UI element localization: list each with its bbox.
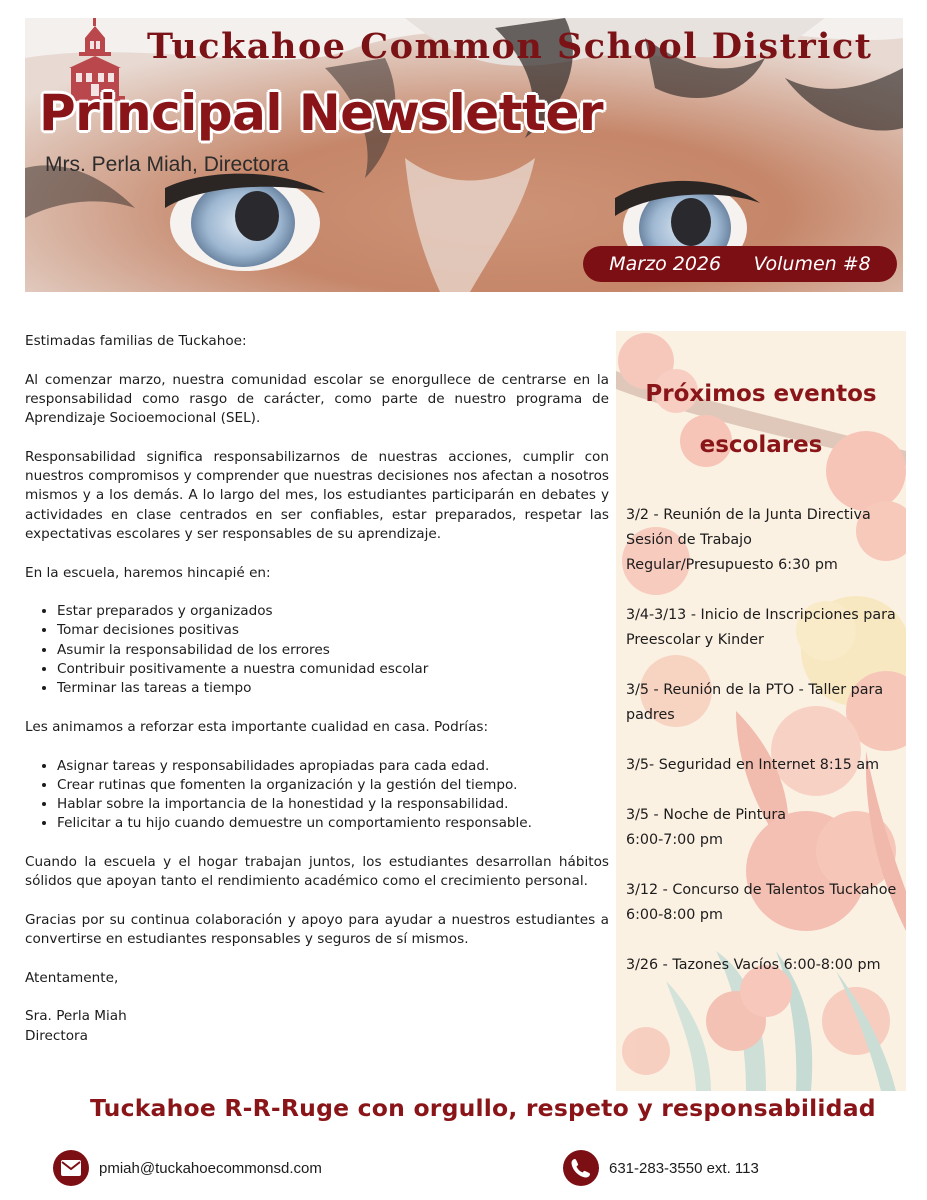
event-item [626, 678, 902, 728]
letter-paragraph: Responsabilidad significa responsabilizarnos de nuestras acciones, cumplir con nuestros compromisos y comprender que nuestras decisiones nos afectan a nosotros mismos y a los demás. A lo largo del mes, los estudiantes participarán en debates y actividades en clase centrados en ser confiables, estar preparados, respetar las expectativas escolares y ser responsables de su aprendizaje. [25, 448, 609, 542]
event-line: 3/5 - Reunión de la PTO - Taller para [626, 682, 884, 698]
list-item: • Asumir la responsabilidad de los errores [57, 641, 609, 660]
email-icon [53, 1150, 89, 1186]
event-item [626, 878, 902, 928]
phone-icon [563, 1150, 599, 1186]
event-line: 3/26 - Tazones Vacíos 6:00-8:00 pm [626, 957, 881, 973]
events-heading-line: Próximos eventos [645, 381, 877, 407]
event-line: 3/2 - Reunión de la Junta Directiva [626, 507, 871, 523]
events-sidebar [616, 331, 906, 1091]
events-list [626, 503, 902, 1003]
letter-paragraph: Les animamos a reforzar esta importante cualidad en casa. Podrías: [25, 718, 489, 735]
event-line: 6:00-7:00 pm [626, 832, 723, 848]
principal-letter [25, 332, 609, 1046]
event-item [626, 503, 902, 578]
event-line: Preescolar y Kinder [626, 632, 764, 648]
list-item: • Crear rutinas que fomenten la organización y la gestión del tiempo. [57, 776, 609, 795]
list-item: • Hablar sobre la importancia de la honestidad y la responsabilidad. [57, 795, 609, 814]
issue-volume: Volumen #8 [753, 253, 871, 275]
list-item: • Estar preparados y organizados [57, 602, 609, 621]
home-suggestions-list [25, 757, 609, 834]
list-item: • Terminar las tareas a tiempo [57, 679, 609, 698]
letter-closing: Atentamente, [25, 969, 119, 986]
phone-contact[interactable] [563, 1150, 759, 1186]
school-motto: Tuckahoe R-R-Ruge con orgullo, respeto y responsabilidad [90, 1094, 876, 1122]
event-item [626, 753, 902, 778]
list-item: • Tomar decisiones positivas [57, 621, 609, 640]
district-name: Tuckahoe Common School District [147, 26, 873, 67]
email-address[interactable]: pmiah@tuckahoecommonsd.com [99, 1159, 322, 1177]
event-line: 3/5 - Noche de Pintura [626, 807, 787, 823]
event-item [626, 953, 902, 978]
letter-paragraph: Al comenzar marzo, nuestra comunidad escolar se enorgullece de centrarse en la responsabilidad como rasgo de carácter, como parte de nuestro programa de Aprendizaje Socioemocional (SEL). [25, 371, 609, 427]
signature-title: Directora [25, 1027, 88, 1044]
principal-name: Mrs. Perla Miah, Directora [45, 153, 289, 176]
issue-badge [583, 246, 897, 282]
event-line: Sesión de Trabajo [626, 532, 752, 548]
letter-paragraph: Gracias por su continua colaboración y apoyo para ayudar a nuestros estudiantes a convertirse en estudiantes responsables y seguros de sí mismos. [25, 911, 609, 948]
events-heading [616, 369, 906, 471]
event-line: Regular/Presupuesto 6:30 pm [626, 557, 838, 573]
event-item [626, 603, 902, 653]
events-heading-line: escolares [699, 432, 823, 458]
signature-name: Sra. Perla Miah [25, 1008, 127, 1025]
issue-month: Marzo 2026 [609, 253, 722, 275]
email-contact[interactable] [53, 1150, 322, 1186]
event-line: 6:00-8:00 pm [626, 907, 723, 923]
event-line: padres [626, 707, 675, 723]
school-focus-list [25, 602, 609, 698]
event-line: 3/12 - Concurso de Talentos Tuckahoe [626, 882, 897, 898]
list-item: • Asignar tareas y responsabilidades apropiadas para cada edad. [57, 757, 609, 776]
letter-greeting: Estimadas familias de Tuckahoe: [25, 333, 247, 349]
letter-paragraph: Cuando la escuela y el hogar trabajan juntos, los estudiantes desarrollan hábitos sólidos que apoyan tanto el rendimiento académico como el crecimiento personal. [25, 854, 609, 890]
event-line: 3/5- Seguridad en Internet 8:15 am [626, 757, 880, 773]
letter-paragraph: En la escuela, haremos hincapié en: [25, 564, 271, 581]
list-item: • Felicitar a tu hijo cuando demuestre un comportamiento responsable. [57, 814, 609, 833]
header-banner [25, 18, 903, 292]
newsletter-title: Principal Newsletter [39, 84, 604, 142]
event-line: 3/4-3/13 - Inicio de Inscripciones para [626, 607, 896, 623]
phone-number[interactable]: 631-283-3550 ext. 113 [609, 1159, 759, 1177]
list-item: • Contribuir positivamente a nuestra comunidad escolar [57, 660, 609, 679]
event-item [626, 803, 902, 853]
